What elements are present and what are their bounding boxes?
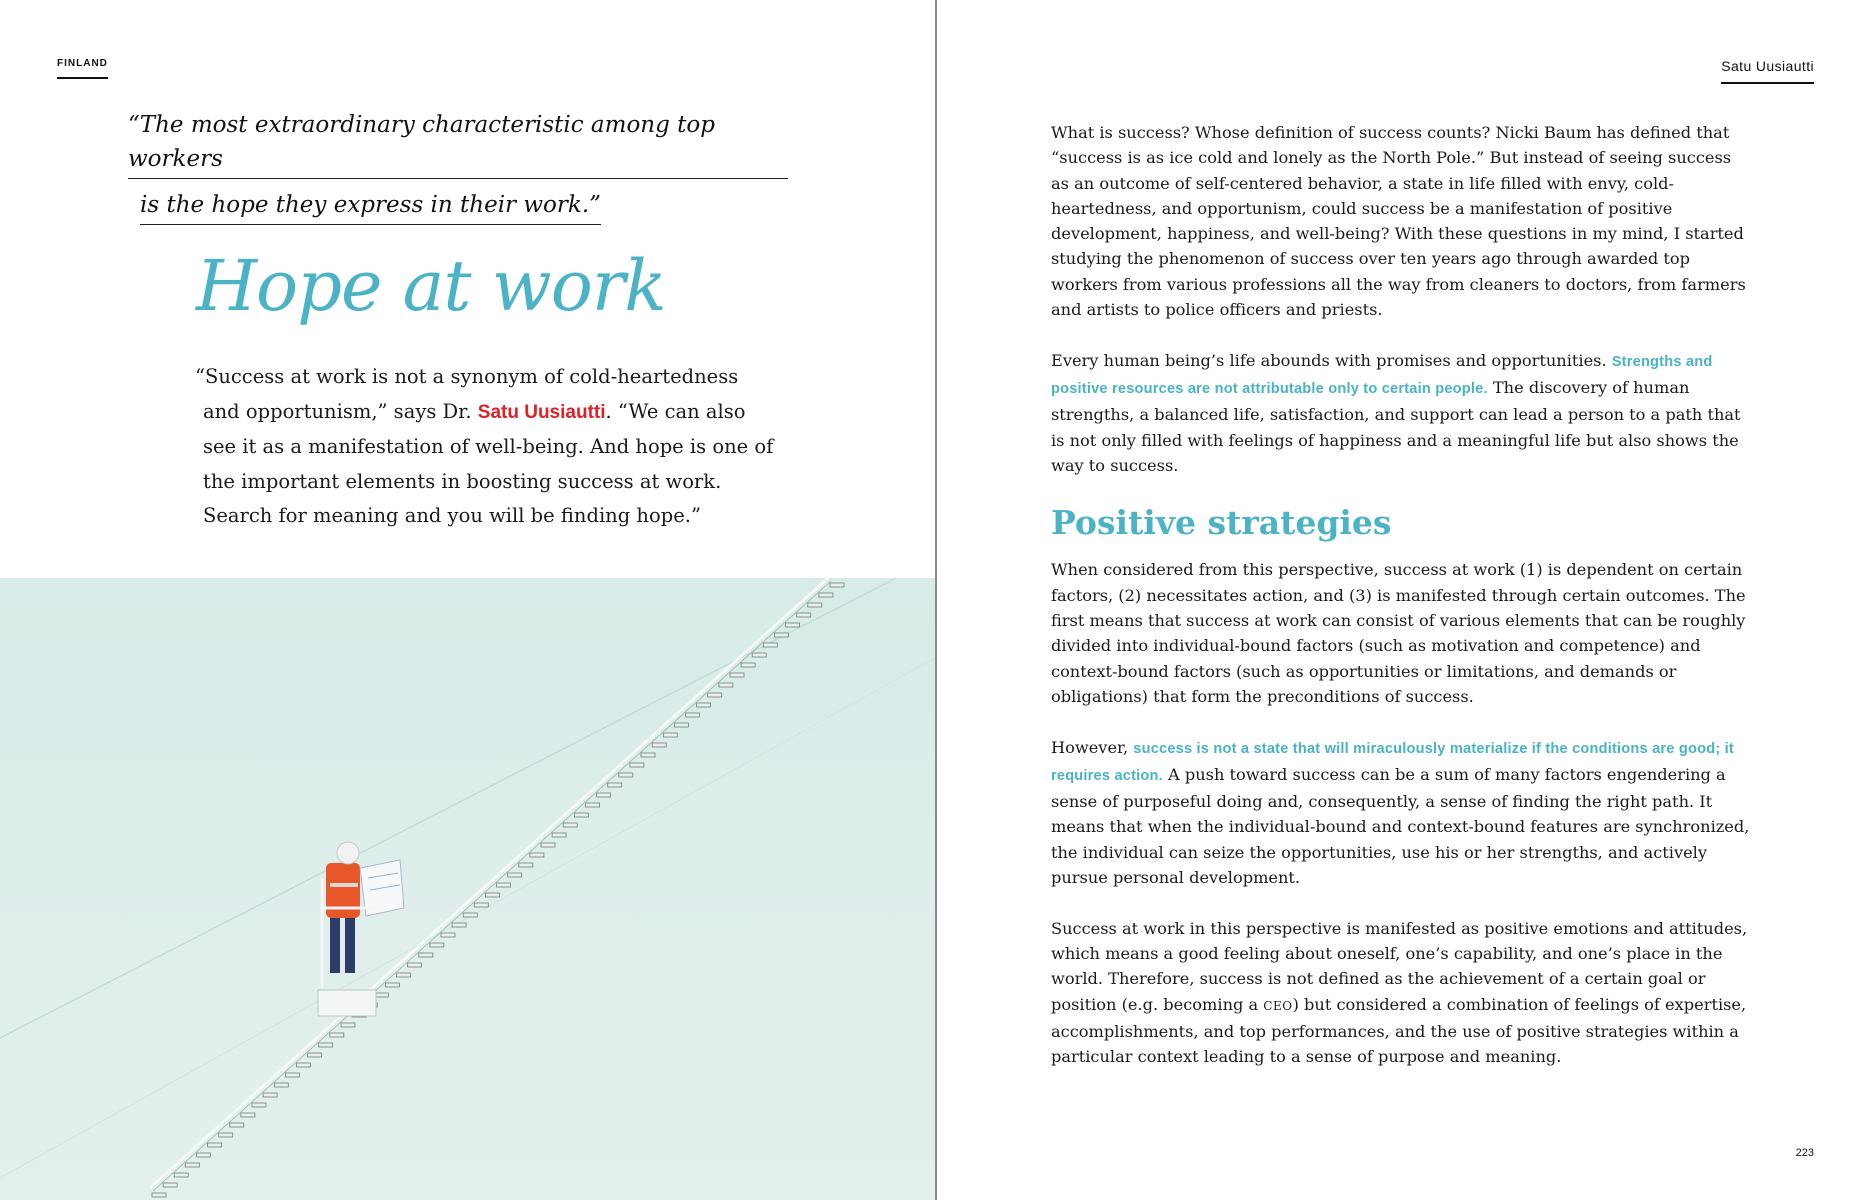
staircase-illustration [0, 578, 935, 1200]
stair-step [330, 1033, 344, 1037]
article-title: Hope at work [196, 245, 666, 327]
stair-step [674, 723, 688, 727]
stair-handrail-shadow [153, 581, 831, 1191]
right-page [937, 0, 1872, 1200]
paragraph-3: When considered from this perspective, success at work (1) is dependent on certain factors, (2) necessitates action, and (3) is manifested through certain outcomes. The first means that success at work can consist of various elements that can be roughly divided into individual-bound factors (such as motivation and competence) and context-bound factors (such as opportunities or limitations, and demands or obligations) that form the preconditions of success. [1051, 560, 1746, 706]
stair-step [163, 1183, 177, 1187]
stair-step [763, 643, 777, 647]
stair-step [185, 1163, 199, 1167]
stair-step [663, 733, 677, 737]
stair-step [619, 773, 633, 777]
paragraph-5-end: ) but considered a combination of feelings of expertise, accomplishments, and top performances, and the use of positive strategies within a particular context leading to a sense of purpose and meaning. [1051, 994, 1747, 1067]
section-heading: Positive strategies [1051, 503, 1392, 543]
pull-quote-line-1: “The most extraordinary characteristic among top workers [128, 108, 788, 179]
stair-step [208, 1143, 222, 1147]
running-head-country: FINLAND [57, 58, 108, 79]
paragraph-4-end: A push toward success can be a sum of many factors engendering a sense of purposeful doing and, consequently, a sense of finding the right path. It means that when the individual-bound and context-bound features are synchronized, the individual can seize the opportunities, use his or her strengths, and actively pursue personal development. [1051, 764, 1750, 888]
stair-step [385, 983, 399, 987]
paragraph-5 [1051, 916, 1751, 1070]
stair-step [752, 653, 766, 657]
intro-line-4: the important elements in boosting success at work. [203, 469, 722, 493]
tank-seam-line [0, 578, 935, 1038]
intro-line-2-start: and opportunism,” says Dr. [203, 399, 478, 423]
stair-step [530, 853, 544, 857]
intro-quote [195, 360, 795, 534]
worker-leg-right [345, 913, 355, 973]
abbr-ceo: CEO [1263, 998, 1293, 1013]
stair-landing [318, 990, 376, 1016]
stair-step [808, 603, 822, 607]
intro-line-2 [195, 395, 795, 431]
paragraph-4-start: However, [1051, 737, 1134, 757]
left-page [0, 0, 935, 1200]
stair-step [608, 783, 622, 787]
highlight-action: success is not a state that will miraculously materialize if the conditions are good; it requires action. [1051, 740, 1734, 784]
stair-step [652, 743, 666, 747]
stair-step [774, 633, 788, 637]
stair-step [230, 1123, 244, 1127]
stair-step [497, 883, 511, 887]
stair-step [219, 1133, 233, 1137]
stair-step [419, 953, 433, 957]
stair-step [819, 593, 833, 597]
paragraph-4 [1051, 735, 1751, 891]
stair-step [441, 933, 455, 937]
intro-line-3: see it as a manifestation of well-being. And hope is one of [203, 435, 774, 458]
stair-step [319, 1043, 333, 1047]
stair-step [252, 1103, 266, 1107]
stair-step [474, 903, 488, 907]
article-body [1051, 120, 1751, 1095]
stair-step [730, 673, 744, 677]
highlight-strengths: Strengths and positive resources are not attributable only to certain people. [1051, 353, 1713, 397]
stair-step [174, 1173, 188, 1177]
paragraph-2 [1051, 348, 1751, 478]
stair-step [263, 1093, 277, 1097]
stair-step [708, 693, 722, 697]
stair-step [574, 813, 588, 817]
stair-step [830, 583, 844, 587]
intro-line-1: “Success at work is not a synonym of cold-heartedness [195, 365, 739, 388]
stair-step [341, 1023, 355, 1027]
stair-step [597, 793, 611, 797]
stair-step [308, 1053, 322, 1057]
pull-quote-line-2: is the hope they express in their work.” [140, 188, 601, 225]
stair-step [586, 803, 600, 807]
stair-step [741, 663, 755, 667]
worker-on-staircase-photo [0, 578, 935, 1200]
paragraph-5-start: Success at work in this perspective is manifested as positive emotions and attitudes, which means a good feeling about oneself, one’s capability, and one’s place in the world. Therefore, success is not defined as the achievement of a certain goal or position (e.g. becoming a [1051, 918, 1748, 1014]
stair-step [152, 1193, 166, 1197]
stair-steps [152, 583, 844, 1197]
stair-step [641, 753, 655, 757]
stair-step [786, 623, 800, 627]
stair-step [241, 1113, 255, 1117]
paragraph-2-end: The discovery of human strengths, a balanced life, satisfaction, and support can lead a person to a path that is not only filled with feelings of happiness and a meaningful life but also shows the way to success. [1051, 377, 1741, 475]
paragraph-1: What is success? Whose definition of success counts? Nicki Baum has defined that “success is as ice cold and lonely as the North Pole.” But instead of seeing success as an outcome of self-centered behavior, a state in life filled with envy, cold-heartedness, and opportunism, could success be a manifestation of positive development, happiness, and well-being? With these questions in my mind, I started studying the phenomenon of success over ten years ago through awarded top workers from various professions all the way from cleaners to doctors, from farmers and artists to police officers and priests. [1051, 123, 1746, 320]
stair-step [408, 963, 422, 967]
stair-step [274, 1083, 288, 1087]
stair-step [519, 863, 533, 867]
worker-jacket [326, 863, 360, 918]
paragraph-2-start: Every human being’s life abounds with promises and opportunities. [1051, 350, 1612, 370]
stair-step [297, 1063, 311, 1067]
stair-step [719, 683, 733, 687]
author-name: Satu Uusiautti [477, 401, 606, 423]
tank-seam-line-2 [0, 658, 935, 1178]
stair-step [430, 943, 444, 947]
worker-reflective-stripe [330, 883, 358, 887]
pull-quote [128, 108, 788, 230]
stair-step [463, 913, 477, 917]
stair-step [552, 833, 566, 837]
stair-step [508, 873, 522, 877]
stair-handrail [150, 578, 828, 1188]
stair-step [697, 703, 711, 707]
page-number: 223 [1795, 1147, 1814, 1159]
worker-helmet [337, 842, 359, 864]
stair-step [485, 893, 499, 897]
stair-step [397, 973, 411, 977]
stair-step [630, 763, 644, 767]
running-head-author: Satu Uusiautti [1721, 58, 1814, 84]
intro-line-2-end: . “We can also [605, 399, 746, 423]
stair-step [452, 923, 466, 927]
stair-step [797, 613, 811, 617]
stair-step [541, 843, 555, 847]
stair-step [686, 713, 700, 717]
stair-step [285, 1073, 299, 1077]
stair-step [563, 823, 577, 827]
worker-leg-left [330, 913, 340, 973]
stair-step [197, 1153, 211, 1157]
intro-line-5: Search for meaning and you will be finding hope.” [203, 504, 701, 527]
